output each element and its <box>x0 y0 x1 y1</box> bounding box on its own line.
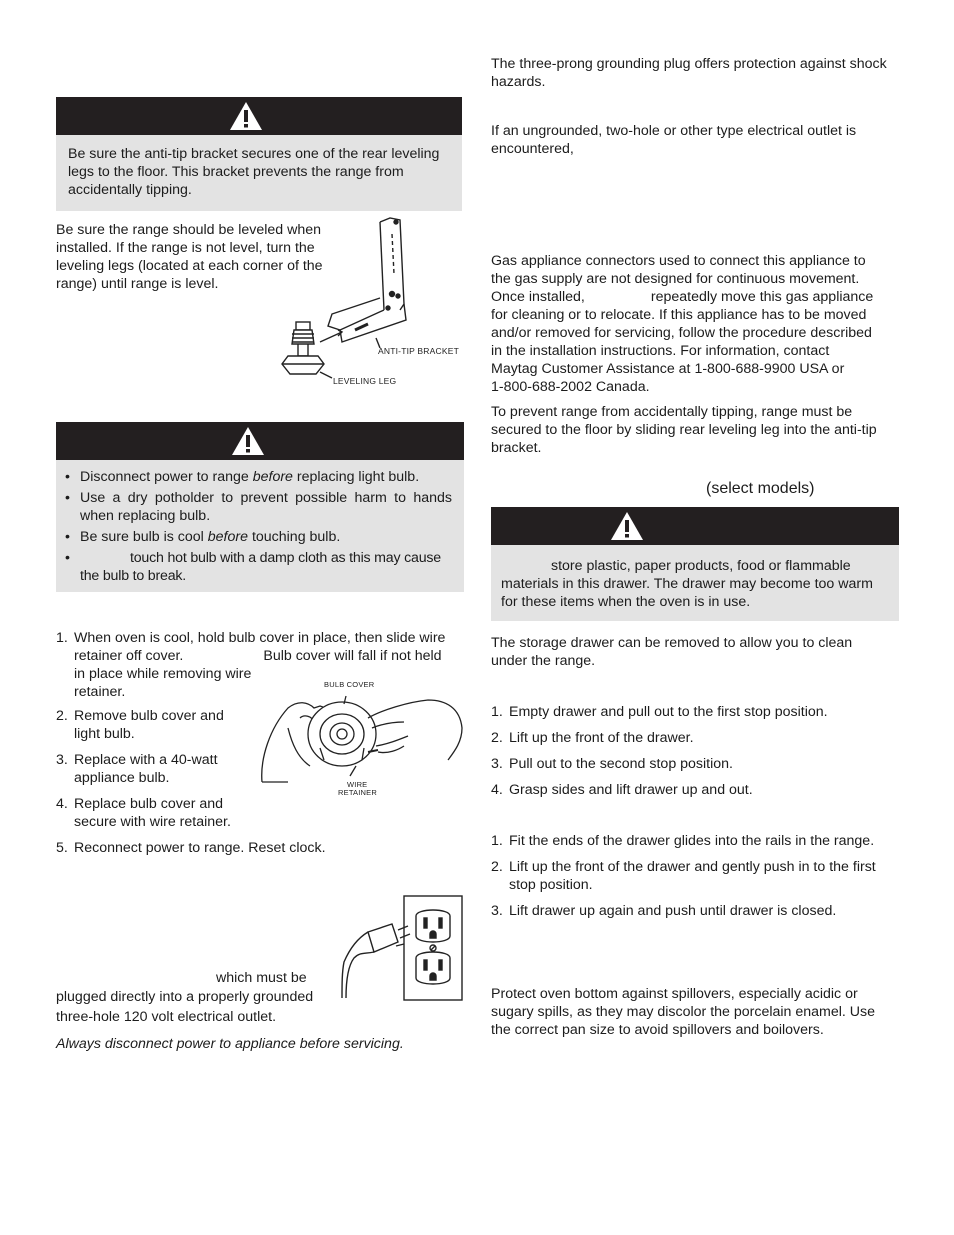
gas-connector-paragraph: Gas appliance connectors used to connect this appliance to the gas supply are not designed for continuous movement. Once installed, repeatedly move this gas appliance for cleaning or to relocate. If this appliance has to be moved and/or removed for servicing, follow the procedure described in the installation instructions. For information, contact Maytag Customer Assistance at 1-800-688-9900 USA or 1-800-688-2002 Canada. <box>491 253 874 395</box>
list-item: 3. Replace with a 40-watt appliance bulb. <box>56 752 218 786</box>
warning-header-light-bulb <box>56 422 464 460</box>
list-item: 2. Lift up the front of the drawer. <box>491 730 694 746</box>
warning-text: store plastic, paper products, food or flammable materials in this drawer. The drawer may become too warm for these items when the oven is in use. <box>501 558 873 610</box>
warning-header-anti-tip <box>56 97 462 135</box>
leveling-text: Be sure the range should be leveled when installed. If the range is not level, turn the leveling legs (located at each corner of the range) until range is level. <box>56 222 323 292</box>
drawer-replace-steps <box>491 832 901 920</box>
warning-box-light-bulb <box>56 460 464 592</box>
warning-bullet: • Use a dry potholder to prevent possible harm to hands when replacing bulb. <box>56 489 452 525</box>
warning-box-storage-drawer <box>491 545 899 621</box>
anti-tip-bracket-illustration <box>280 214 470 392</box>
warning-bullet-list <box>56 468 452 588</box>
warning-bullet: • Be sure bulb is cool before touching bulb. <box>56 528 452 546</box>
list-item: 2. Lift up the front of the drawer and gently push in to the first stop position. <box>491 859 876 893</box>
list-item: 3. Pull out to the second stop position. <box>491 756 733 772</box>
list-item: 1. When oven is cool, hold bulb cover in place, then slide wire retainer off cover. Bulb cover will fall if not held in place while removing wire retainer. <box>56 630 446 700</box>
warning-box-anti-tip <box>56 135 462 211</box>
warning-bullet: • Disconnect power to range before replacing light bulb. <box>56 468 452 486</box>
select-models-label: (select models) <box>706 480 815 497</box>
list-item: 5. Reconnect power to range. Reset clock. <box>56 840 326 856</box>
warning-header-storage-drawer <box>491 507 899 545</box>
warning-triangle-icon <box>230 425 266 457</box>
list-item: 1. Fit the ends of the drawer glides into the rails in the range. <box>491 833 875 849</box>
warning-bullet: • touch hot bulb with a damp cloth as this may cause the bulb to break. <box>56 549 452 585</box>
oven-bottom-text: Protect oven bottom against spillovers, especially acidic or sugary spills, as they may discolor the porcelain enamel. Use the correct pan size to avoid spillovers and boilovers. <box>491 986 876 1038</box>
electrical-line-1: which must be <box>216 970 307 986</box>
warning-triangle-icon <box>228 100 264 132</box>
electrical-line-3: three-hole 120 volt electrical outlet. <box>56 1009 277 1025</box>
leveling-leg-label: LEVELING LEG <box>333 376 397 386</box>
list-item: 4. Replace bulb cover and secure with wire retainer. <box>56 796 231 830</box>
ungrounded-outlet-text: If an ungrounded, two-hole or other type electrical outlet is encountered, <box>491 123 857 157</box>
list-item: 2. Remove bulb cover and light bulb. <box>56 708 224 742</box>
bulb-cover-label: BULB COVER <box>324 680 375 689</box>
list-item: 4. Grasp sides and lift drawer up and out. <box>491 782 753 798</box>
anti-tip-bracket-label: ANTI-TIP BRACKET <box>378 346 459 356</box>
list-item: 1. Empty drawer and pull out to the first stop position. <box>491 704 828 720</box>
electrical-line-2: plugged directly into a properly grounded <box>56 989 314 1005</box>
anti-tip-text: To prevent range from accidentally tipping, range must be secured to the floor by sliding rear leveling leg into the anti-tip bracket. <box>491 404 877 456</box>
drawer-removal-steps <box>491 703 901 799</box>
warning-triangle-icon <box>609 510 645 542</box>
grounded-outlet-illustration <box>340 892 466 1004</box>
disconnect-note: Always disconnect power to appliance before servicing. <box>56 1036 404 1052</box>
warning-text: Be sure the anti-tip bracket secures one of the rear leveling legs to the floor. This bracket prevents the range from accidentally tipping. <box>68 146 440 198</box>
bulb-cover-illustration <box>258 688 464 788</box>
wire-label: WIRE <box>347 780 368 789</box>
grounding-plug-text: The three-prong grounding plug offers protection against shock hazards. <box>491 56 887 90</box>
retainer-label: RETAINER <box>338 788 377 797</box>
storage-drawer-intro: The storage drawer can be removed to allow you to clean under the range. <box>491 635 853 669</box>
list-item: 3. Lift drawer up again and push until drawer is closed. <box>491 903 837 919</box>
